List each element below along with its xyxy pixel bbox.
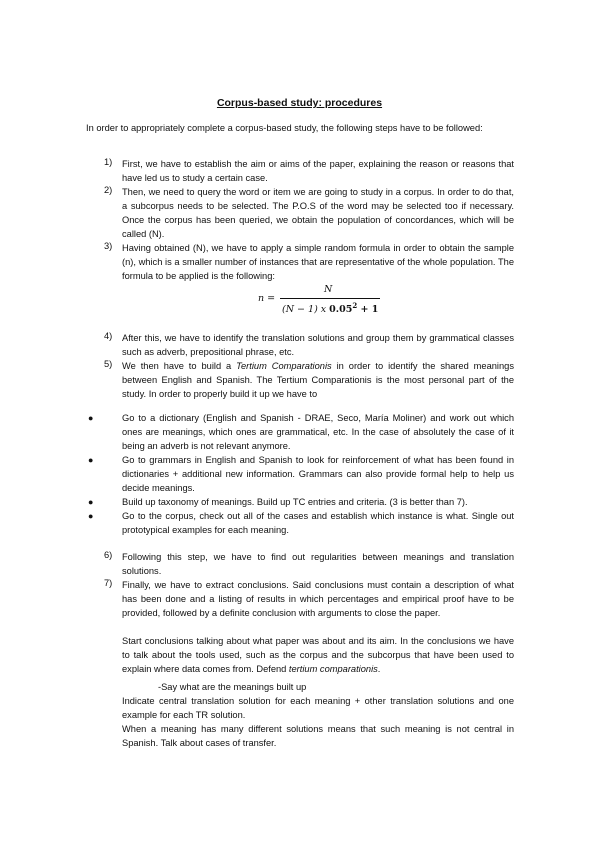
bullet-icon: ● (88, 455, 94, 465)
step-number: 5) (104, 359, 113, 369)
document-title: Corpus-based study: procedures (216, 97, 383, 109)
step-text: First, we have to establish the aim or aims of the paper, explaining the reason or reasons that have led us to study a certain case. (122, 159, 514, 183)
conclusion-paragraph (122, 634, 514, 676)
formula-denominator (282, 301, 378, 315)
step-text: After this, we have to identify the translation solutions and group them by grammatical classes such as adverb, prepositional phrase, etc. (122, 333, 514, 357)
step-number: 1) (104, 157, 113, 167)
step5-text-after: in order to identify the shared meanings between English and Spanish. The Tertium Comparationis is the most personal part of the study. In order to properly build it up we have to (122, 361, 514, 399)
step5-text-before: We then have to build a (122, 361, 237, 371)
step-number: 4) (104, 331, 113, 341)
bullet-text: Go to grammars in English and Spanish to look for reinforcement of what has been found in dictionaries + additional new information. Grammars can also provide formal help to help us decide meanings. (122, 455, 514, 493)
conclusion-text-after: . (377, 664, 381, 674)
conclusion-paragraph: -Say what are the meanings built up (158, 682, 307, 692)
step-number: 3) (104, 241, 113, 251)
step-number: 2) (104, 185, 113, 195)
bullet-text: Build up taxonomy of meanings. Build up TC entries and criteria. (3 is better than 7). (122, 497, 468, 507)
formula-numerator: N (324, 284, 333, 295)
intro-paragraph: In order to appropriately complete a corpus-based study, the following steps have to be followed: (86, 123, 483, 133)
denominator-right: + 1 (357, 304, 379, 316)
bullet-icon: ● (88, 413, 94, 423)
step-number: 6) (104, 550, 113, 560)
step5-text-italic: Tertium Comparationis (236, 361, 332, 371)
bullet-icon: ● (88, 511, 94, 521)
denominator-exponent: 2 (352, 301, 358, 310)
fraction-bar (280, 298, 380, 299)
conclusion-paragraph: Indicate central translation solution for each meaning + other translation solutions and one example for each TR solution. (122, 696, 514, 720)
step-text: Having obtained (N), we have to apply a simple random formula in order to obtain the sample (n), which is a smaller number of instances that are representative of the whole population. The formula to be applied is the following: (122, 243, 514, 281)
conclusion-text-before: Start conclusions talking about what paper was about and its aim. In the conclusions we have to talk about the tools used, such as the corpus and the subcorpus that have been used to explain where data comes from. Defend (122, 636, 514, 674)
bullet-icon: ● (88, 497, 94, 507)
step-text (122, 359, 514, 401)
conclusion-paragraph: When a meaning has many different solutions means that such meaning is not central in Spanish. Talk about cases of transfer. (122, 724, 514, 748)
sample-size-formula (258, 284, 380, 316)
denominator-left: (N − 1) x (282, 304, 330, 316)
bullet-text: Go to a dictionary (English and Spanish - DRAE, Seco, María Moliner) and work out which ones are meanings, which ones are grammatical, etc. In the case of absolutely the case of it being an adverb is not relevant anymore. (122, 413, 514, 451)
denominator-bold: 0.05 (329, 304, 353, 316)
formula-lhs: n = (258, 293, 276, 304)
conclusion-text-italic: tertium comparationis (288, 664, 378, 674)
step-text: Following this step, we have to find out regularities between meanings and translation solutions. (122, 552, 514, 576)
step-number: 7) (104, 578, 113, 588)
step-text: Then, we need to query the word or item we are going to study in a corpus. In order to do that, a subcorpus needs to be selected. The P.O.S of the word may be selected too if necessary. Once the corpus has been queried, we obtain the population of concordances, which will be called (N). (122, 187, 514, 239)
bullet-text: Go to the corpus, check out all of the cases and establish which instance is what. Single out prototypical examples for each meaning. (122, 511, 514, 535)
step-text: Finally, we have to extract conclusions. Said conclusions must contain a description of what has been done and a listing of results in which percentages and empirical proof have to be provided, followed by a definite conclusion with arguments to close the paper. (122, 580, 514, 618)
